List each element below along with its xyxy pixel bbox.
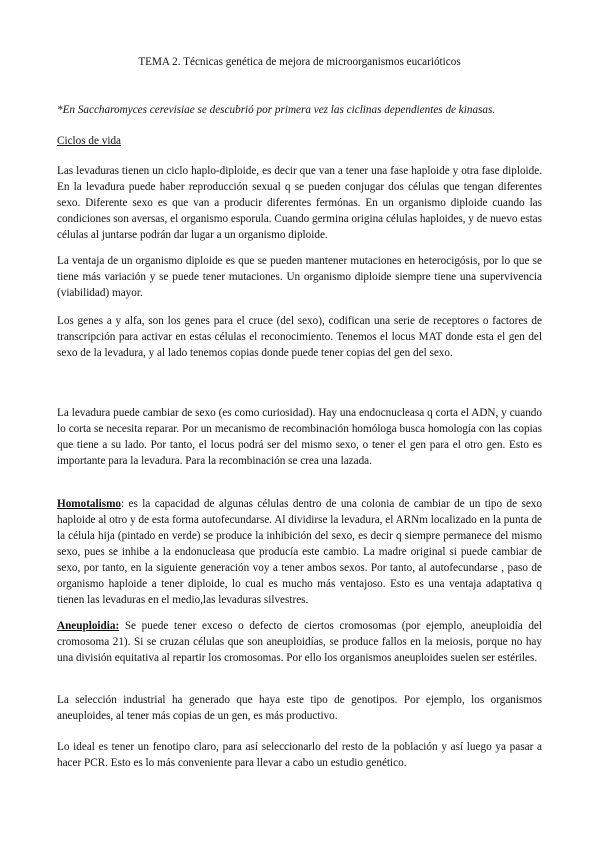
paragraph-homothallism bbox=[57, 496, 542, 608]
paragraph-mating-genes bbox=[57, 313, 542, 361]
paragraph-text: La selección industrial ha generado que haya este tipo de genotipos. Por ejemplo, los organismos aneuploides, al tener más copias de un gen, es más productivo. bbox=[57, 694, 542, 722]
term-homotalismo: Homotalismo bbox=[57, 498, 122, 510]
paragraph-aneuploidy bbox=[57, 618, 542, 666]
section-heading: Ciclos de vida bbox=[57, 135, 122, 147]
paragraph-text: Lo ideal es tener un fenotipo claro, para así seleccionarlo del resto de la población y así luego ya pasar a hacer PCR. Esto es lo más conveniente para llevar a cabo un estudio genético. bbox=[57, 741, 542, 769]
paragraph-text: La levadura puede cambiar de sexo (es como curiosidad). Hay una endocnucleasa q corta el ADN, y cuando lo corta se necesita reparar. Por un mecanismo de recombinación homóloga busca homología con las copias que tiene a su lado. Por tanto, el locus podrá ser del mismo sexo, o tener el gen para el otro gen. Esto es importante para la levadura. Para la recombinación se crea una lazada. bbox=[57, 407, 542, 467]
paragraph-text: Se puede tener exceso o defecto de ciertos cromosomas (por ejemplo, aneuploidía del cromosoma 21). Si se cruzan células que son aneuploidías, se produce fallos en la meiosis, porque no hay una división equitativa al repartir los cromosomas. Por ello los organismos aneuploides suelen ser estériles. bbox=[57, 620, 542, 664]
paragraph-industrial-selection bbox=[57, 692, 542, 724]
paragraph-text: La ventaja de un organismo diploide es que se pueden mantener mutaciones en heterocigósis, por lo que se tiene más variación y se puede tener mutaciones. Un organismo diploide siempre tiene una supervivencia (viabilidad) mayor. bbox=[57, 255, 542, 299]
italic-note: *En Saccharomyces cerevisiae se descubrió por primera vez las ciclinas dependientes de kinasas. bbox=[57, 104, 496, 116]
document-title: TEMA 2. Técnicas genética de mejora de microorganismos eucarióticos bbox=[138, 56, 461, 68]
paragraph-sex-change bbox=[57, 405, 542, 469]
paragraph-text: : es la capacidad de algunas células dentro de una colonia de cambiar de un tipo de sexo haploide al otro y de esta forma autofecundarse. Al dividirse la levadura, el ARNm localizado en la punta de la célula hija (pintado en verde) se produce la inhibición del sexo, es decir q siempre permanece del mismo sexo, pues se inhibe a la endonucleasa que producía este cambio. La madre original si puede cambiar de sexo, por tanto, en la siguiente generación voy a tener ambos sexos. Por tanto, al autofecundarse , paso de organismo haploide a tener diploide, lo cual es mucho más ventajoso. Esto es una ventaja adaptativa q tienen las levaduras en el medio,las levaduras silvestres. bbox=[57, 498, 542, 606]
paragraph-diploid-advantage bbox=[57, 253, 542, 301]
paragraph-text: Los genes a y alfa, son los genes para el cruce (del sexo), codifican una serie de receptores o factores de transcripción para activar en estas células el reconocimiento. Tenemos el locus MAT donde esta el gen del sexo de la levadura, y al lado tenemos copias donde puede tener copias del gen del sexo. bbox=[57, 315, 542, 359]
term-aneuploidia: Aneuploidia: bbox=[57, 620, 120, 632]
paragraph-life-cycle bbox=[57, 163, 542, 243]
paragraph-phenotype bbox=[57, 739, 542, 771]
paragraph-text: Las levaduras tienen un ciclo haplo-diploide, es decir que van a tener una fase haploide y otra fase diploide. En la levadura puede haber reproducción sexual q se pueden conjugar dos células que tengan diferentes sexo. Diferente sexo es que van a producir diferentes fermónas. En un organismo diploide cuando las condiciones son aversas, el organismo esporula. Cuando germina origina células haploides, y de nuevo estas células al juntarse podrán dar lugar a un organismo diploide. bbox=[57, 165, 542, 241]
